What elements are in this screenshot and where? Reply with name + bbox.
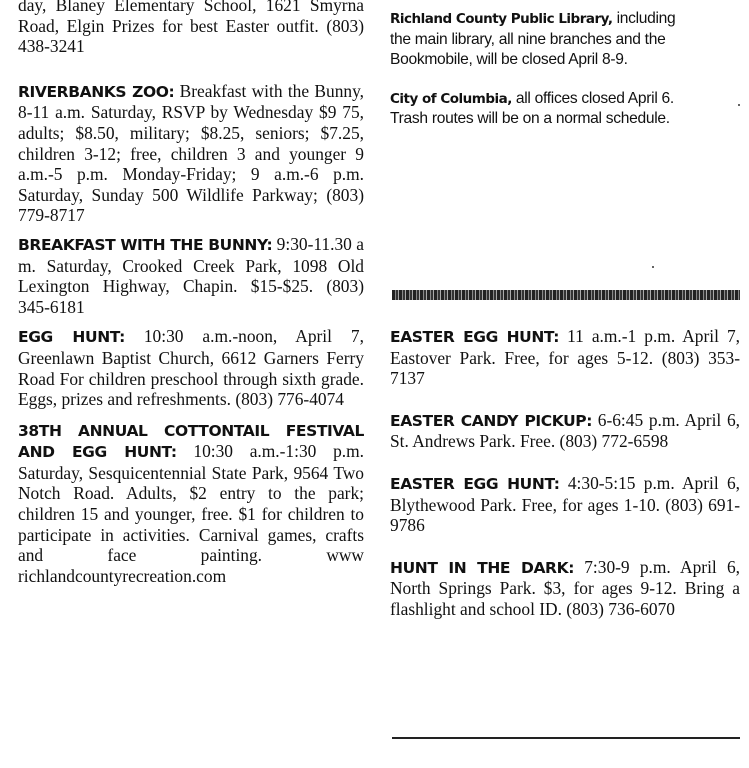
listing-body: 4:30-5:15 p.m. April 6, Blythewood Park. Free, for ages 1-10. (803) 691-9786 (390, 472, 740, 536)
right-column (390, 0, 740, 619)
listing-egg-hunt-greenlawn (18, 326, 364, 409)
listing-heading: BREAKFAST WITH THE BUNNY: (18, 235, 273, 254)
decorative-rule-band (392, 290, 740, 300)
listing-cottontail-festival (18, 420, 364, 587)
notice-library-closure (390, 9, 690, 71)
listing-egg-hunt-eastover (390, 326, 740, 389)
notice-city-offices (390, 89, 690, 130)
listing-egg-hunt-blythewood (390, 473, 740, 536)
notice-body: including the main library, all nine branches and the Bookmobile, will be closed April 8-9. (390, 10, 676, 69)
listing-heading: RIVERBANKS ZOO: (18, 82, 175, 101)
notice-body: all offices closed April 6. Trash routes will be on a normal schedule. (390, 89, 674, 128)
listing-heading: EGG HUNT: (18, 328, 125, 347)
print-speck (652, 266, 654, 268)
notice-heading: Richland County Public Library, (390, 11, 613, 27)
notice-heading: City of Columbia, (390, 90, 512, 107)
listing-body: 6-6:45 p.m. April 6, St. Andrews Park. Free. (803) 772-6598 (390, 409, 740, 452)
listing-heading: HUNT IN THE DARK: (390, 558, 574, 577)
listing-candy-pickup (390, 410, 740, 452)
listing-body: 7:30-9 p.m. April 6, North Springs Park. $3, for ages 9-12. Bring a flashlight and school ID. (803) 736-6070 (390, 556, 740, 619)
listing-body: 11 a.m.-1 p.m. April 7, Eastover Park. Free, for ages 5-12. (803) 353-7137 (390, 326, 740, 389)
listing-riverbanks-zoo (18, 81, 364, 226)
listing-breakfast-with-bunny (18, 234, 364, 317)
listing-hunt-in-the-dark (390, 557, 740, 620)
listing-body: 9:30-11.30 a m. Saturday, Crooked Creek Park, 1098 Old Lexington Highway, Chapin. $15-$25. (803) 345-6181 (18, 233, 364, 317)
listing-heading: EASTER EGG HUNT: (390, 474, 560, 493)
left-column (18, 0, 364, 586)
listing-body: 10:30 a.m.-1:30 p.m. Saturday, Sesquicentennial State Park, 9564 Two Notch Road. Adults, $2 entry to the park; children 15 and younger, free. $1 for children to participate in activities. Carnival games, crafts and face painting. www richlandcountyrecreation.com (18, 441, 364, 586)
print-speck (738, 104, 740, 106)
bottom-rule (392, 737, 740, 739)
listing-heading: EASTER CANDY PICKUP: (390, 411, 593, 430)
listing-body: Breakfast with the Bunny, 8-11 a.m. Saturday, RSVP by Wednesday $9 75, adults; $8.50, military; $8.25, seniors; $7.25, children 3-12; free, children 3 and younger 9 a.m.-5 p.m. Monday-Friday; 9 a.m.-6 p.m. Saturday, Sunday 500 Wildlife Parkway; (803) 779-8717 (18, 80, 364, 226)
right-listings (390, 326, 740, 620)
listing-fragment: day, Blaney Elementary School, 1621 Smyrna Road, Elgin Prizes for best Easter outfit. (803) 438-3241 (18, 0, 364, 57)
listing-heading: 38TH ANNUAL COTTONTAIL FESTIVAL AND EGG HUNT: (18, 421, 364, 462)
listing-body: 10:30 a.m.-noon, April 7, Greenlawn Baptist Church, 6612 Garners Ferry Road For children preschool through sixth grade. Eggs, prizes and refreshments. (803) 776-4074 (18, 326, 364, 410)
listing-heading: EASTER EGG HUNT: (390, 328, 560, 346)
